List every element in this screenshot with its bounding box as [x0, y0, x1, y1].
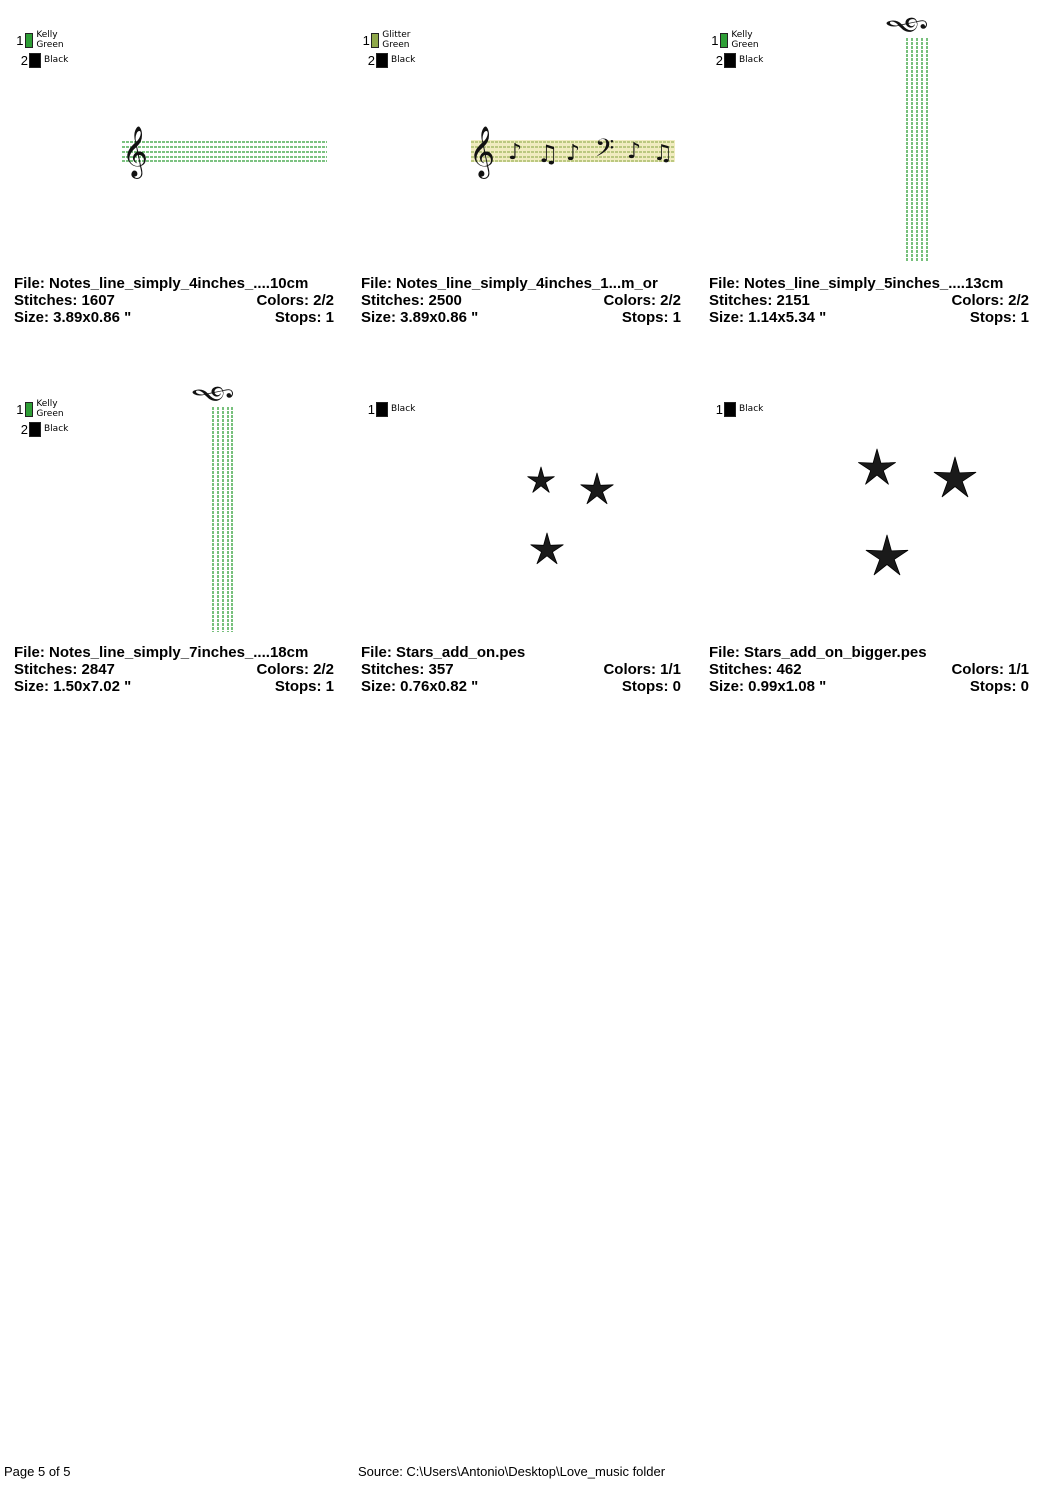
design-card — [14, 384, 336, 709]
legend-color-name: Black — [739, 404, 764, 414]
file-name: File: Notes_line_simply_4inches_....10cm — [14, 275, 309, 292]
legend-number: 1 — [367, 401, 375, 417]
file-name: File: Stars_add_on_bigger.pes — [709, 644, 927, 661]
legend-number: 2 — [367, 52, 375, 68]
design-card — [709, 15, 1031, 340]
legend-color-name: Kelly Green — [731, 30, 759, 50]
stitch-count: Stitches: 2500 — [361, 292, 462, 309]
legend-color-name: Black — [44, 424, 69, 434]
stitch-count: Stitches: 1607 — [14, 292, 115, 309]
file-name: File: Notes_line_simply_5inches_....13cm — [709, 275, 1004, 292]
color-count: Colors: 1/1 — [603, 661, 681, 678]
legend-color-name: Kelly Green — [36, 399, 64, 419]
legend-number: 1 — [715, 401, 723, 417]
stitch-count: Stitches: 2151 — [709, 292, 810, 309]
color-count: Colors: 2/2 — [256, 661, 334, 678]
eighth-note-icon: ♪ — [508, 140, 523, 165]
design-size: Size: 1.14x5.34 " — [709, 309, 827, 326]
file-name: File: Notes_line_simply_7inches_....18cm — [14, 644, 309, 661]
legend-color-name: Black — [391, 404, 416, 414]
design-info — [14, 275, 334, 326]
stitch-count: Stitches: 357 — [361, 661, 454, 678]
color-count: Colors: 1/1 — [951, 661, 1029, 678]
design-size: Size: 3.89x0.86 " — [14, 309, 132, 326]
legend-number: 1 — [711, 32, 719, 48]
legend-color-name: Black — [391, 55, 416, 65]
star-icon — [531, 533, 563, 564]
design-size: Size: 0.76x0.82 " — [361, 678, 479, 695]
page-number: Page 5 of 5 — [4, 1464, 71, 1479]
beamed-notes-icon: ♫ — [653, 141, 673, 166]
stitch-count: Stitches: 462 — [709, 661, 802, 678]
legend-number: 1 — [16, 401, 24, 417]
stop-count: Stops: 1 — [969, 309, 1029, 326]
stop-count: Stops: 0 — [621, 678, 681, 695]
legend-color-name: Glitter Green — [382, 30, 411, 50]
treble-clef-icon: 𝄞 — [192, 384, 232, 405]
design-info — [361, 644, 681, 695]
beamed-notes-icon: ♫ — [537, 140, 559, 168]
design-info — [14, 644, 334, 695]
stop-count: Stops: 1 — [274, 678, 334, 695]
design-size: Size: 0.99x1.08 " — [709, 678, 827, 695]
color-count: Colors: 2/2 — [256, 292, 334, 309]
legend-number: 1 — [16, 32, 24, 48]
embroidery-preview — [361, 30, 683, 270]
embroidery-preview — [709, 399, 1031, 639]
stop-count: Stops: 0 — [969, 678, 1029, 695]
star-icon — [859, 449, 896, 484]
design-size: Size: 3.89x0.86 " — [361, 309, 479, 326]
design-card — [361, 399, 683, 709]
file-name: File: Stars_add_on.pes — [361, 644, 526, 661]
design-info — [709, 644, 1029, 695]
legend-number: 1 — [362, 32, 370, 48]
eighth-note-icon: ♪ — [627, 139, 642, 164]
design-card — [14, 30, 336, 340]
color-count: Colors: 2/2 — [951, 292, 1029, 309]
legend-color-name: Black — [739, 55, 764, 65]
design-size: Size: 1.50x7.02 " — [14, 678, 132, 695]
legend-color-name: Kelly Green — [36, 30, 64, 50]
embroidery-preview — [709, 15, 1031, 270]
stop-count: Stops: 1 — [274, 309, 334, 326]
star-icon — [528, 467, 555, 492]
star-icon — [581, 473, 613, 504]
embroidery-preview — [361, 399, 683, 639]
bass-clef-icon: 𝄢 — [595, 134, 615, 169]
design-card — [361, 30, 683, 340]
file-name: File: Notes_line_simply_4inches_1...m_or — [361, 275, 658, 292]
legend-number: 2 — [20, 52, 28, 68]
eighth-note-icon: ♪ — [566, 141, 581, 166]
stitch-count: Stitches: 2847 — [14, 661, 115, 678]
star-icon — [866, 535, 908, 575]
stop-count: Stops: 1 — [621, 309, 681, 326]
treble-clef-icon: 𝄞 — [886, 15, 926, 36]
design-info — [361, 275, 681, 326]
legend-number: 2 — [715, 52, 723, 68]
treble-clef-icon: 𝄞 — [122, 126, 149, 177]
legend-color-name: Black — [44, 55, 69, 65]
color-count: Colors: 2/2 — [603, 292, 681, 309]
design-info — [709, 275, 1029, 326]
legend-number: 2 — [20, 421, 28, 437]
embroidery-preview — [14, 30, 336, 270]
star-icon — [934, 457, 976, 497]
treble-clef-icon: 𝄞 — [469, 126, 496, 177]
embroidery-preview — [14, 384, 336, 639]
source-path: Source: C:\Users\Antonio\Desktop\Love_music folder — [358, 1464, 666, 1479]
design-card — [709, 399, 1031, 709]
